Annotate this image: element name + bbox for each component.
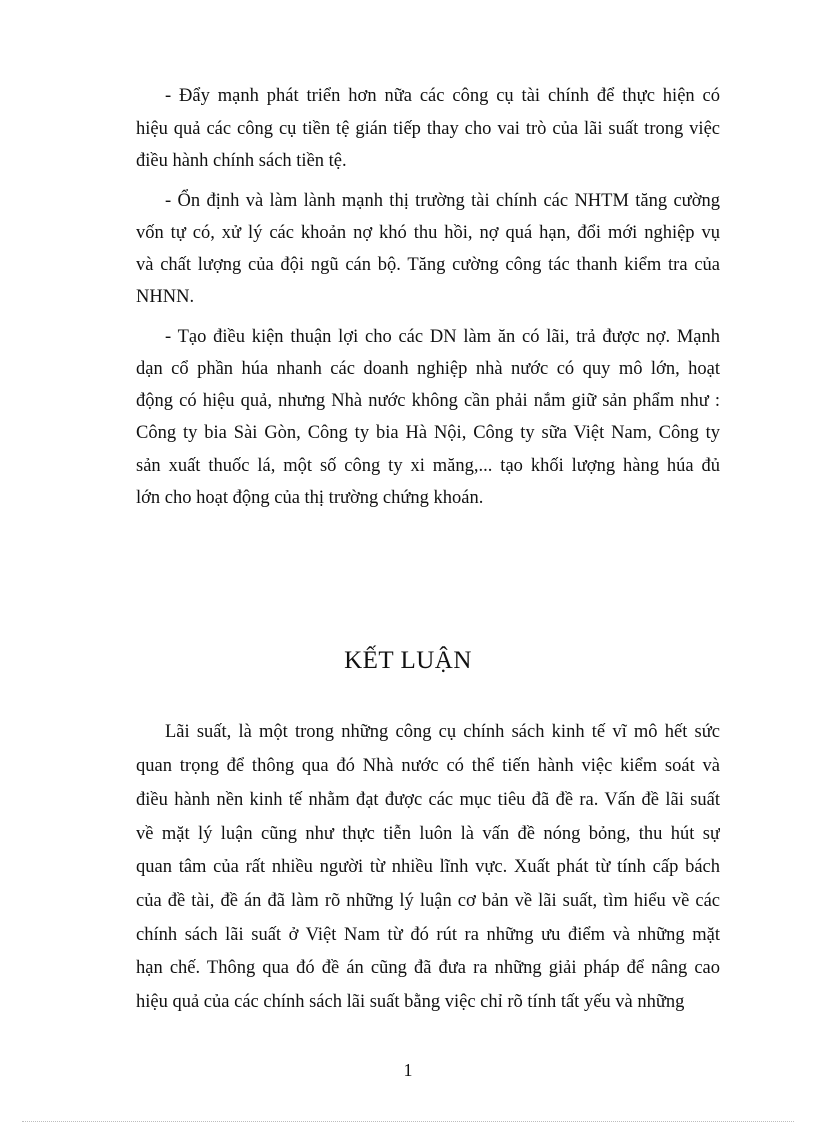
text-line: vốn tự có, xử lý các khoản nợ khó thu hồi, nợ quá hạn, đổi mới nghiệp vụ xyxy=(136,223,720,243)
text-line: - Ổn định và làm lành mạnh thị trường tài chính các NHTM tăng cường xyxy=(165,191,720,211)
text-line: - Đẩy mạnh phát triển hơn nữa các công cụ tài chính để thực hiện có xyxy=(165,86,720,106)
text-line: hiệu quả của các chính sách lãi suất bằng việc chỉ rõ tính tất yếu và những xyxy=(136,992,685,1012)
text-line: sản xuất thuốc lá, một số công ty xi măng,... tạo khối lượng hàng húa đủ xyxy=(136,456,720,476)
text-line: - Tạo điều kiện thuận lợi cho các DN làm ăn có lãi, trả được nợ. Mạnh xyxy=(165,327,720,347)
text-line: quan trọng để thông qua đó Nhà nước có thể tiến hành việc kiểm soát và xyxy=(136,756,720,776)
text-line: lớn cho hoạt động của thị trường chứng khoán. xyxy=(136,488,484,508)
page-edge-divider xyxy=(22,1121,794,1122)
text-line: Lãi suất, là một trong những công cụ chính sách kinh tế vĩ mô hết sức xyxy=(165,722,720,742)
text-line: quan tâm của rất nhiều người từ nhiều lĩnh vực. Xuất phát từ tính cấp bách xyxy=(136,857,720,877)
text-line: điều hành chính sách tiền tệ. xyxy=(136,151,347,171)
section-heading: KẾT LUẬN xyxy=(344,647,472,674)
text-line: chính sách lãi suất ở Việt Nam từ đó rút ra những ưu điểm và những mặt xyxy=(136,925,720,945)
text-line: dạn cổ phần húa nhanh các doanh nghiệp nhà nước có quy mô lớn, hoạt xyxy=(136,359,720,379)
text-line: động có hiệu quả, nhưng Nhà nước không cần phải nắm giữ sản phẩm như : xyxy=(136,391,720,411)
text-line: hiệu quả các công cụ tiền tệ gián tiếp thay cho vai trò của lãi suất trong việc xyxy=(136,119,720,139)
text-line: điều hành nền kinh tế nhằm đạt được các mục tiêu đã đề ra. Vấn đề lãi suất xyxy=(136,790,720,810)
text-line: hạn chế. Thông qua đó đề án cũng đã đưa ra những giải pháp để nâng cao xyxy=(136,958,720,978)
page-number: 1 xyxy=(403,1060,413,1080)
text-line: về mặt lý luận cũng như thực tiễn luôn là vấn đề nóng bỏng, thu hút sự xyxy=(136,824,720,844)
text-line: và chất lượng của đội ngũ cán bộ. Tăng cường công tác thanh kiểm tra của xyxy=(136,255,720,275)
text-line: Công ty bia Sài Gòn, Công ty bia Hà Nội, Công ty sữa Việt Nam, Công ty xyxy=(136,423,720,443)
text-line: của đề tài, đề án đã làm rõ những lý luận cơ bản về lãi suất, tìm hiểu về các xyxy=(136,891,720,911)
text-line: NHNN. xyxy=(136,287,195,307)
